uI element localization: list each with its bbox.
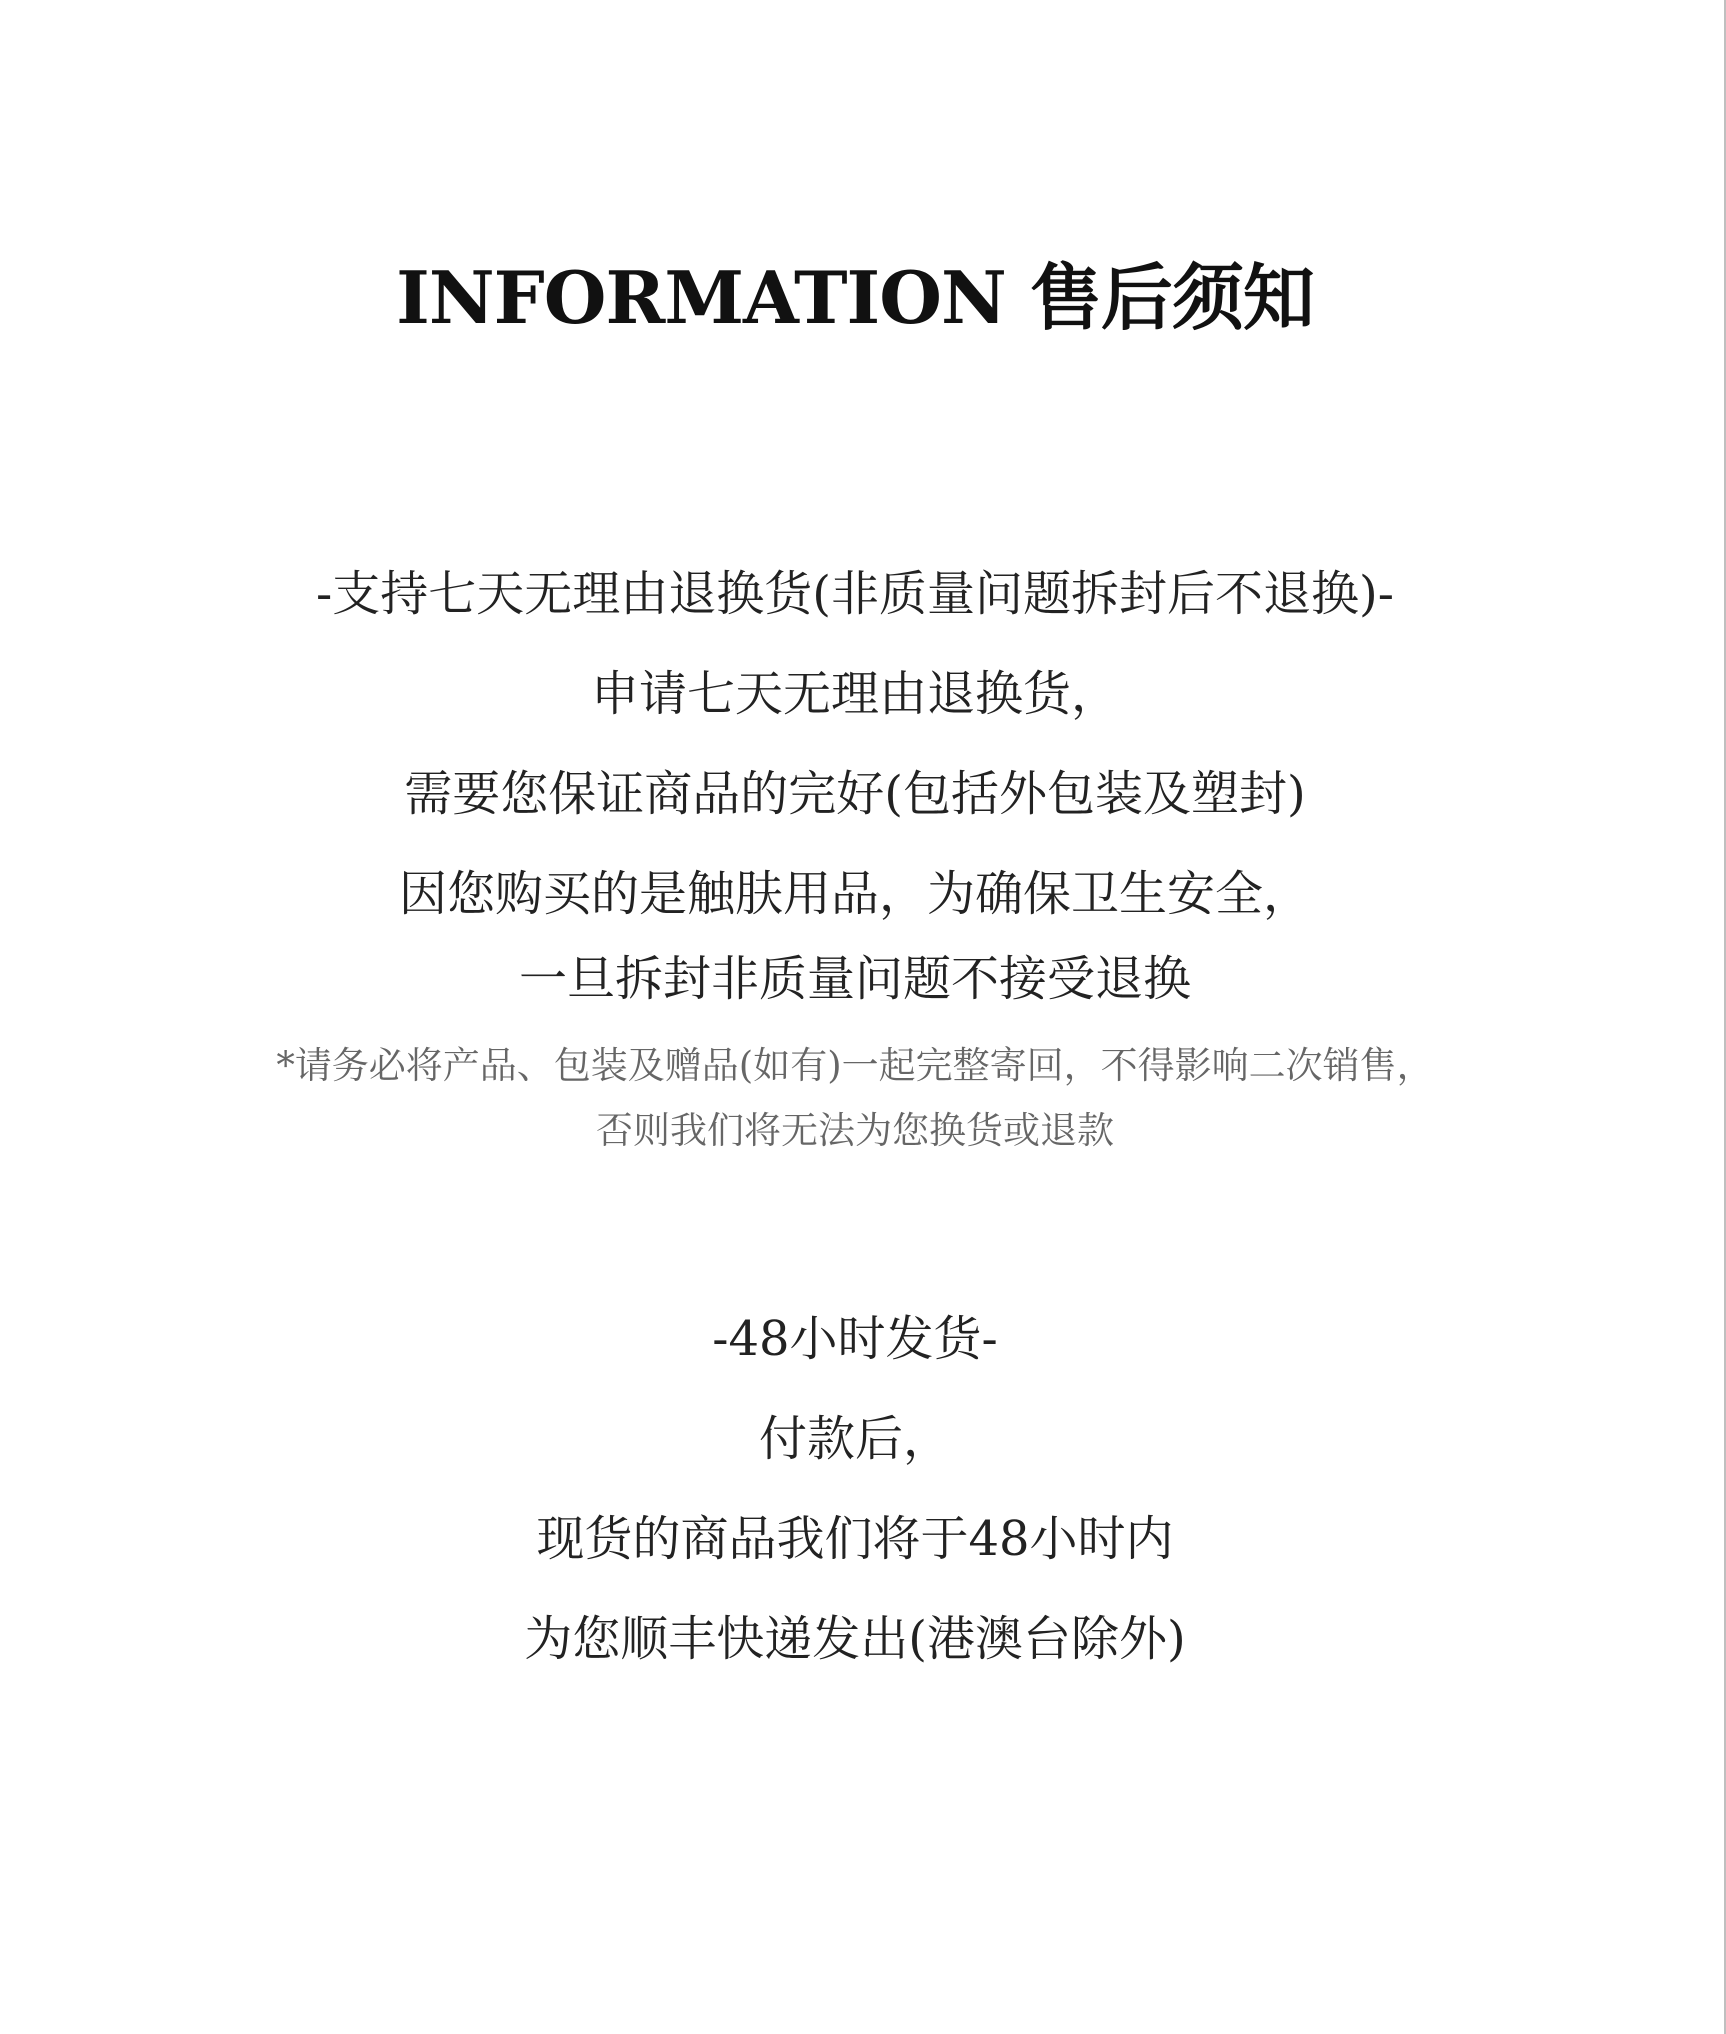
returns-note-2: 否则我们将无法为您换货或退款 [596,1109,1114,1152]
shipping-line-2: 现货的商品我们将于48小时内 [536,1511,1174,1567]
shipping-line-1: 付款后， [758,1411,951,1467]
returns-line-1: 申请七天无理由退换货， [590,666,1119,722]
returns-note-1: *请务必将产品、包装及赠品(如有)一起完整寄回，不得影响二次销售， [276,1044,1434,1087]
returns-heading: -支持七天无理由退换货(非质量问题拆封后不退换)- [316,566,1394,622]
returns-line-4: 一旦拆封非质量问题不接受退换 [518,951,1191,1007]
shipping-heading: -48小时发货- [712,1311,998,1367]
returns-line-2: 需要您保证商品的完好(包括外包装及塑封) [404,766,1306,822]
returns-line-3: 因您购买的是触肤用品，为确保卫生安全， [398,866,1311,922]
shipping-line-3: 为您顺丰快递发出(港澳台除外) [524,1611,1186,1667]
page-title: INFORMATION 售后须知 [396,255,1314,340]
